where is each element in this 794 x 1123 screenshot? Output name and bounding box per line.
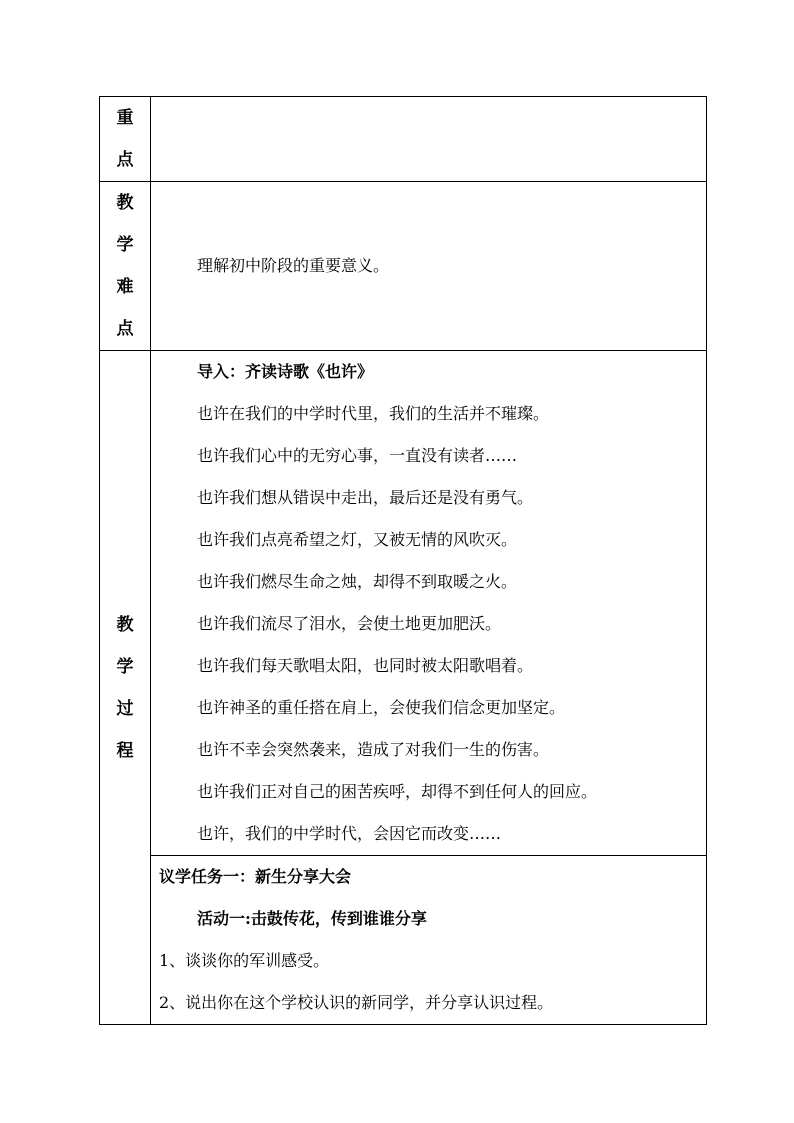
- poem-line: 也许我们燃尽生命之烛，却得不到取暖之火。: [197, 572, 518, 591]
- poem-line: 也许神圣的重任搭在肩上，会使我们信念更加坚定。: [197, 698, 566, 717]
- intro-content: [151, 351, 707, 856]
- label-process: [100, 351, 151, 1025]
- activity-item: 1、谈谈你的军训感受。: [159, 951, 330, 970]
- lesson-plan-table: [99, 96, 707, 1025]
- label-char: 过: [116, 698, 134, 719]
- poem-line: 也许我们正对自己的困苦疾呼，却得不到任何人的回应。: [197, 782, 598, 801]
- difficulty-text: 理解初中阶段的重要意义。: [197, 256, 390, 275]
- label-char: 学: [116, 235, 134, 255]
- intro-title: 导入：齐读诗歌《也许》: [197, 362, 374, 381]
- label-difficulty: [100, 182, 151, 351]
- label-char: 点: [116, 150, 134, 170]
- poem-line: 也许不幸会突然袭来，造成了对我们一生的伤害。: [197, 740, 550, 759]
- poem-line: 也许，我们的中学时代，会因它而改变……: [197, 824, 502, 843]
- row-task: [100, 856, 707, 1025]
- task-block: [151, 856, 706, 1024]
- poem-line: 也许我们每天歌唱太阳，也同时被太阳歌唱着。: [197, 656, 534, 675]
- activity-title: 活动一:击鼓传花，传到谁谁分享: [197, 909, 427, 928]
- poem-block: [151, 351, 706, 855]
- task-content: [151, 856, 707, 1025]
- label-key-points: [100, 97, 151, 182]
- label-char: 难: [116, 277, 134, 297]
- label-char: 程: [116, 740, 134, 761]
- key-points-content: [151, 97, 707, 182]
- label-char: 点: [116, 319, 134, 339]
- label-char: 教: [116, 193, 134, 213]
- difficulty-content: [151, 182, 707, 351]
- label-char: 学: [116, 656, 134, 677]
- poem-line: 也许我们流尽了泪水，会使土地更加肥沃。: [197, 614, 502, 633]
- poem-line: 也许我们点亮希望之灯，又被无情的风吹灭。: [197, 530, 518, 549]
- task-title: 议学任务一：新生分享大会: [159, 867, 352, 886]
- label-char: 教: [116, 614, 134, 635]
- label-char: 重: [116, 108, 134, 128]
- activity-item: 2、说出你在这个学校认识的新同学，并分享认识过程。: [159, 993, 554, 1012]
- row-key-points: [100, 97, 707, 182]
- poem-line: 也许在我们的中学时代里，我们的生活并不璀璨。: [197, 404, 550, 423]
- row-process: [100, 351, 707, 856]
- poem-line: 也许我们心中的无穷心事，一直没有读者……: [197, 446, 518, 465]
- poem-line: 也许我们想从错误中走出，最后还是没有勇气。: [197, 488, 534, 507]
- row-difficulty: [100, 182, 707, 351]
